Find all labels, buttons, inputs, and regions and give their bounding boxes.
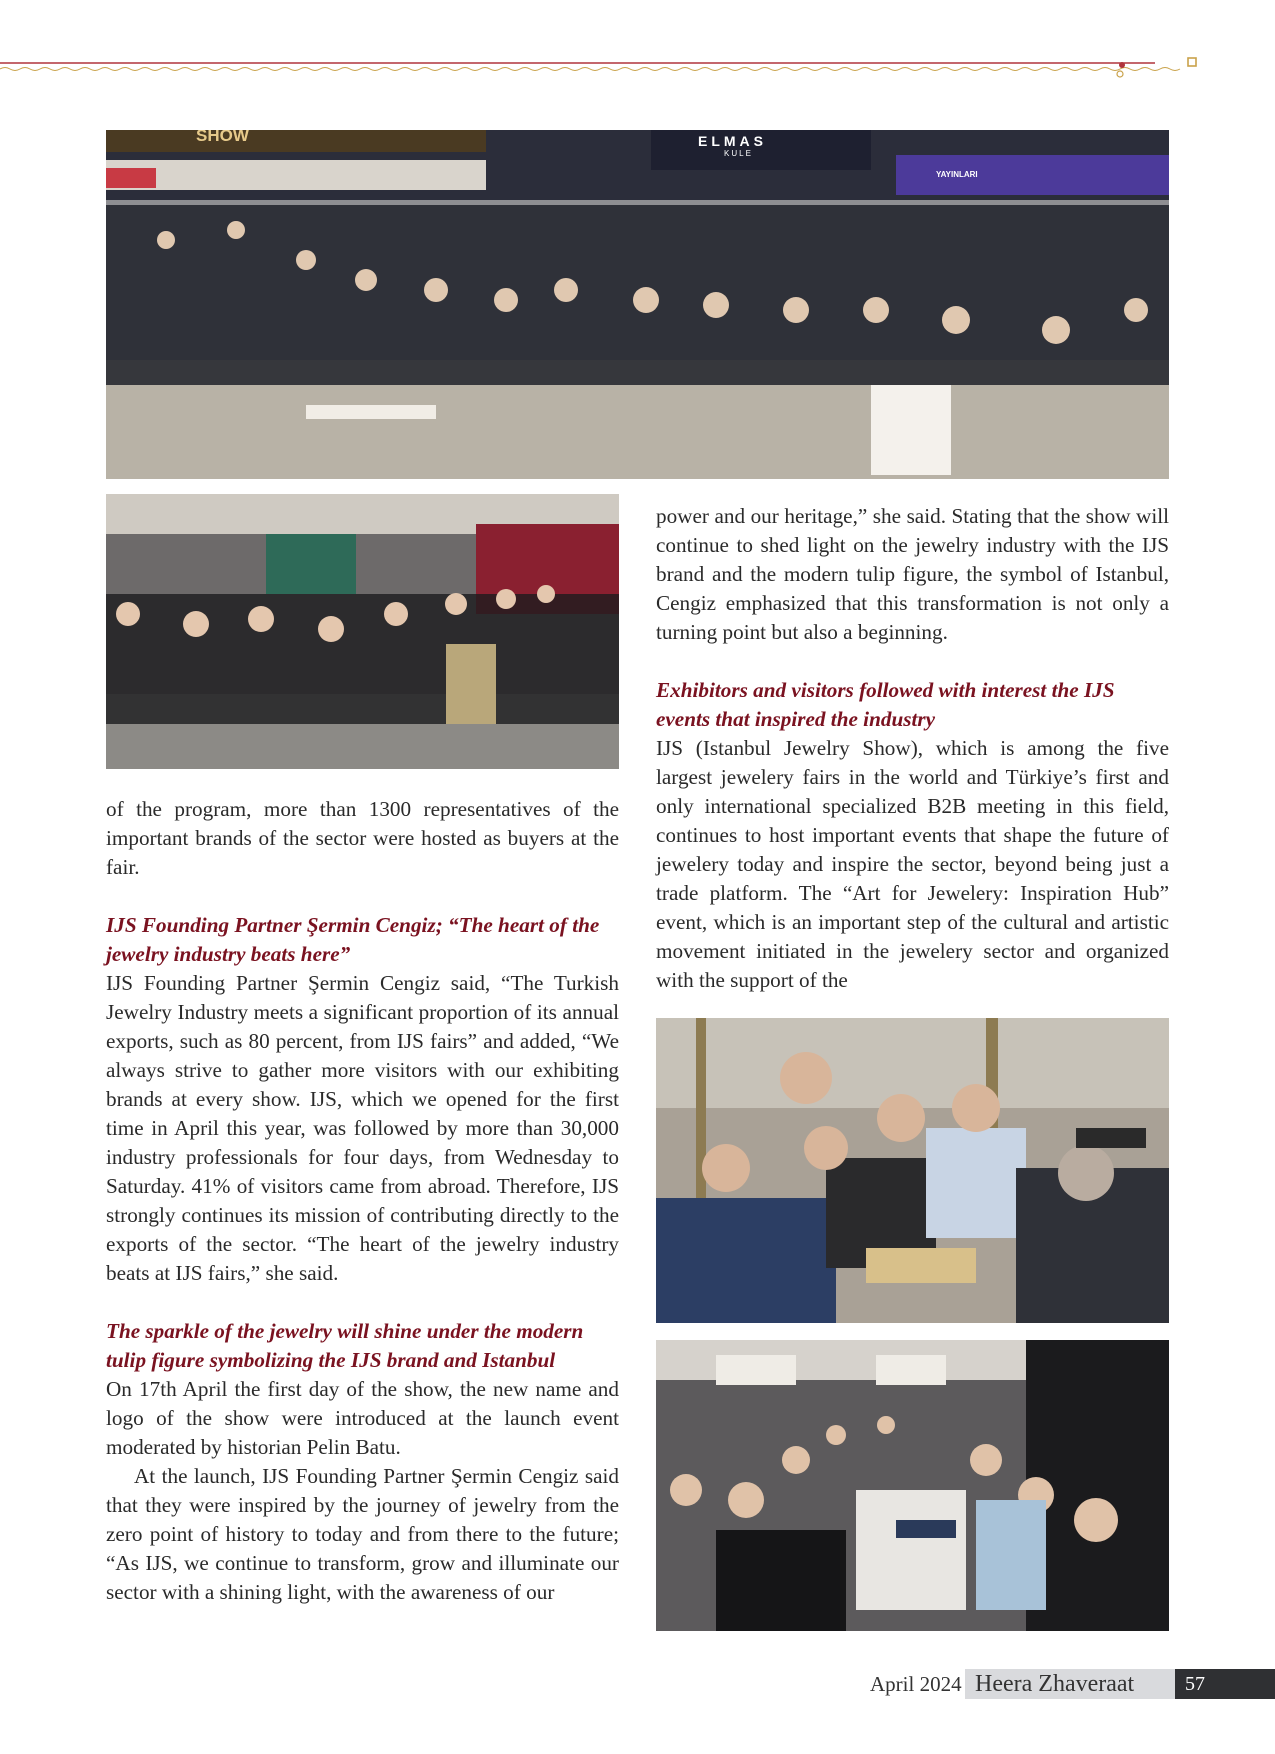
photo-audience-stage bbox=[106, 130, 1169, 479]
page-number: 57 bbox=[1175, 1669, 1275, 1699]
subheading: Exhibitors and visitors followed with interest the IJS events that inspired the industry bbox=[656, 678, 1115, 731]
photo-busy-hall bbox=[656, 1340, 1169, 1631]
page-footer bbox=[860, 1669, 1275, 1699]
sign-yayinlari: YAYINLARI bbox=[936, 170, 978, 179]
subheading: The sparkle of the jewelry will shine under the modern tulip figure symbolizing the IJS brand and Istanbul bbox=[106, 1319, 584, 1372]
subheading: IJS Founding Partner Şermin Cengiz; “The heart of the jewelry industry beats here” bbox=[106, 913, 600, 966]
photo-women-clapping bbox=[106, 494, 619, 769]
right-text-column bbox=[656, 502, 1169, 995]
paragraph: power and our heritage,” she said. Stating that the show will continue to shed light on the jewelry industry with the IJS brand and the modern tulip figure, the symbol of Istanbul, Cengiz emphasized that this transformation is not only a turning point but also a beginning. bbox=[656, 504, 1169, 644]
magazine-title: Heera Zhaveraat bbox=[965, 1669, 1180, 1699]
paragraph: IJS (Istanbul Jewelry Show), which is among the five largest jewelery fairs in the world and Türkiye’s first and only international specialized B2B meeting in this field, continues to host important events that shape the future of jewelery today and inspire the sector, beyond being just a trade platform. The “Art for Jewelery: Inspiration Hub” event, which is an important step of the cultural and artistic movement initiated in the jewelery sector and organized with the support of the bbox=[656, 736, 1169, 992]
sign-kule: KULE bbox=[724, 149, 753, 158]
sign-show: SHOW bbox=[196, 130, 249, 145]
decorative-top-rule bbox=[0, 55, 1200, 85]
issue-date: April 2024 bbox=[870, 1672, 962, 1696]
left-text-column bbox=[106, 795, 619, 1607]
photo-b2b-meeting bbox=[656, 1018, 1169, 1323]
paragraph: of the program, more than 1300 representatives of the important brands of the sector were hosted as buyers at the fair. bbox=[106, 797, 619, 879]
paragraph: IJS Founding Partner Şermin Cengiz said, “The Turkish Jewelry Industry meets a significant proportion of its annual exports, such as 80 percent, from IJS fairs” and added, “We always strive to gather more visitors with our exhibiting brands at every show. IJS, which we opened for the first time in April this year, was followed by more than 30,000 industry professionals for four days, from Wednesday to Saturday. 41% of visitors came from abroad. Therefore, IJS strongly continues its mission of contributing directly to the exports of the sector. “The heart of the jewelry industry beats at IJS fairs,” she said. bbox=[106, 971, 619, 1285]
sign-elmas: ELMAS bbox=[698, 133, 767, 149]
paragraph: At the launch, IJS Founding Partner Şermin Cengiz said that they were inspired by the journey of jewelry from the zero point of history to today and from there to the future; “As IJS, we continue to transform, grow and illuminate our sector with a shining light, with the awareness of our bbox=[106, 1464, 619, 1604]
paragraph: On 17th April the first day of the show, the new name and logo of the show were introduced at the launch event moderated by historian Pelin Batu. bbox=[106, 1377, 619, 1459]
